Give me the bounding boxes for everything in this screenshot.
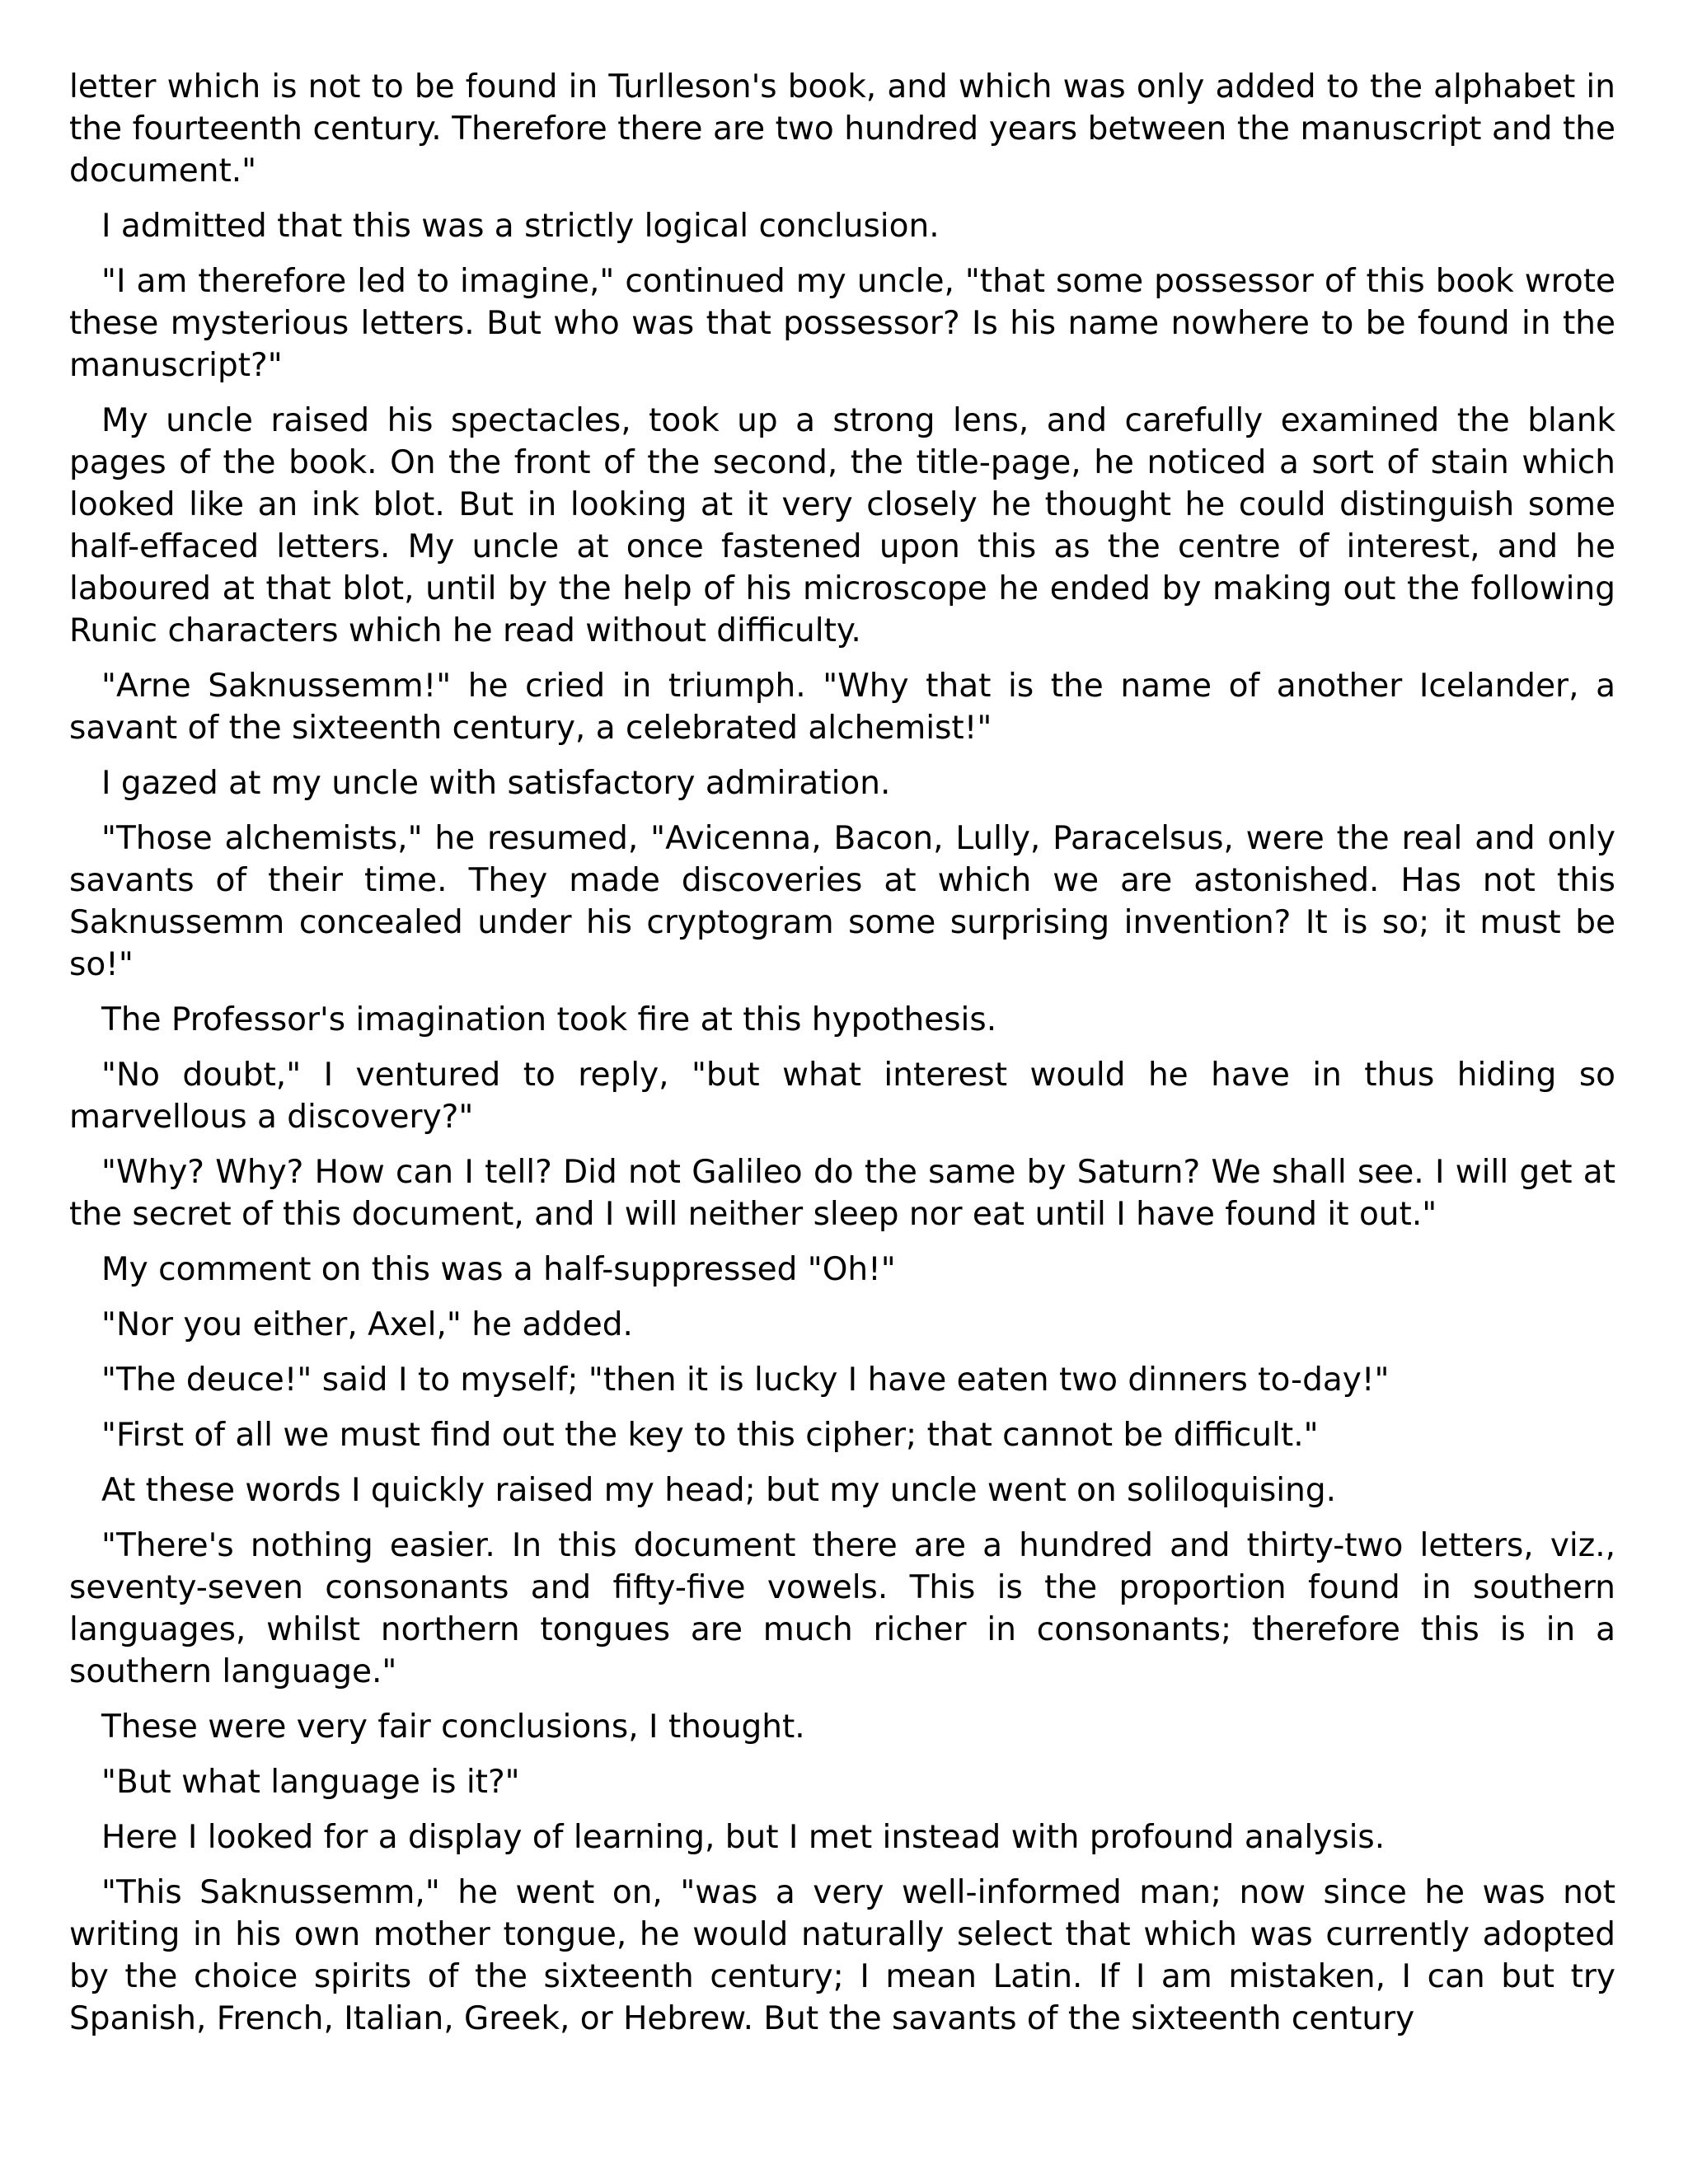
paragraph: "Nor you either, Axel," he added. (101, 1306, 633, 1343)
paragraph: My comment on this was a half-suppressed "Oh!" (101, 1251, 896, 1288)
paragraph: My uncle raised his spectacles, took up a strong lens, and carefully examined the blank pages of the book. On the front of the second, the title-page, he noticed a sort of stain which looked like an ink blot. But in looking at it very closely he thought he could distinguish some half-effaced letters. My uncle at once fastened upon this as the centre of interest, and he laboured at that blot, until by the help of his microscope he ended by making out the following Runic characters which he read without difficulty. (69, 402, 1615, 649)
paragraph: Here I looked for a display of learning, but I met instead with profound analysis. (101, 1819, 1386, 1856)
paragraph: I admitted that this was a strictly logical conclusion. (101, 208, 940, 245)
paragraph: "First of all we must find out the key to this cipher; that cannot be difficult." (101, 1417, 1319, 1454)
paragraph: "Those alchemists," he resumed, "Avicenna, Bacon, Lully, Paracelsus, were the real and only savants of their time. They made discoveries at which we are astonished. Has not this Saknussemm concealed under his cryptogram some surprising invention? It is so; it must be so!" (69, 820, 1615, 983)
paragraph-continuation: letter which is not to be found in Turlleson's book, and which was only added to the alphabet in the fourteenth century. Therefore there are two hundred years between the manuscript and the document." (69, 68, 1615, 190)
document-page (69, 66, 1615, 2053)
paragraph: These were very fair conclusions, I thought. (101, 1708, 805, 1746)
paragraph: "I am therefore led to imagine," continued my uncle, "that some possessor of this book wrote these mysterious letters. But who was that possessor? Is his name nowhere to be found in the manuscript?" (69, 263, 1615, 384)
paragraph: "But what language is it?" (101, 1764, 520, 1801)
paragraph: "This Saknussemm," he went on, "was a very well-informed man; now since he was not writing in his own mother tongue, he would naturally select that which was currently adopted by the choice spirits of the sixteenth century; I mean Latin. If I am mistaken, I can but try Spanish, French, Italian, Greek, or Hebrew. But the savants of the sixteenth century (69, 1874, 1615, 2037)
paragraph: "No doubt," I ventured to reply, "but what interest would he have in thus hiding so marvellous a discovery?" (69, 1057, 1615, 1136)
paragraph: "Arne Saknussemm!" he cried in triumph. "Why that is the name of another Icelander, a savant of the sixteenth century, a celebrated alchemist!" (69, 668, 1615, 747)
paragraph: "Why? Why? How can I tell? Did not Galileo do the same by Saturn? We shall see. I will get at the secret of this document, and I will neither sleep nor eat until I have found it out." (69, 1154, 1615, 1233)
paragraph: I gazed at my uncle with satisfactory admiration. (101, 765, 891, 802)
paragraph: "There's nothing easier. In this document there are a hundred and thirty-two letters, viz., seventy-seven consonants and fifty-five vowels. This is the proportion found in southern languages, whilst northern tongues are much richer in consonants; therefore this is in a southern language." (69, 1527, 1615, 1690)
paragraph: At these words I quickly raised my head; but my uncle went on soliloquising. (101, 1472, 1337, 1509)
paragraph: The Professor's imagination took fire at this hypothesis. (101, 1001, 997, 1038)
paragraph: "The deuce!" said I to myself; "then it is lucky I have eaten two dinners to-day!" (101, 1361, 1390, 1399)
